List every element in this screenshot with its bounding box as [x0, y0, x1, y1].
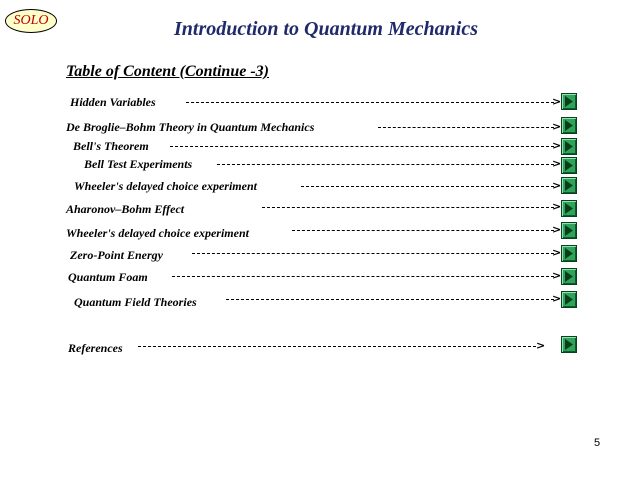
play-triangle-icon[interactable] [561, 138, 577, 155]
toc-item-de-broglie-bohm[interactable]: De Broglie–Bohm Theory in Quantum Mechanics [66, 120, 315, 134]
toc-leader [226, 299, 554, 301]
play-triangle-icon[interactable] [561, 245, 577, 262]
toc-item-hidden-variables[interactable]: Hidden Variables [70, 95, 156, 109]
toc-item-zero-point-energy[interactable]: Zero-Point Energy [70, 248, 163, 262]
play-triangle-icon[interactable] [561, 117, 577, 134]
play-triangle-icon[interactable] [561, 268, 577, 285]
toc-item-wheelers-delayed-choice-2[interactable]: Wheeler's delayed choice experiment [66, 226, 249, 240]
toc-leader [192, 253, 554, 255]
solo-logo: SOLO [5, 9, 57, 33]
toc-leader [170, 146, 554, 148]
play-triangle-icon[interactable] [561, 200, 577, 217]
play-triangle-icon[interactable] [561, 177, 577, 194]
toc-item-references[interactable]: References [68, 341, 123, 355]
toc-leader [262, 207, 554, 209]
toc-heading: Table of Content (Continue -3) [66, 63, 269, 80]
arrow-right-icon: > [552, 95, 562, 108]
arrow-right-icon: > [552, 223, 562, 236]
arrow-right-icon: > [536, 339, 546, 352]
play-triangle-icon[interactable] [561, 291, 577, 308]
arrow-right-icon: > [552, 246, 562, 259]
toc-item-aharonov-bohm[interactable]: Aharonov–Bohm Effect [66, 202, 185, 216]
toc-leader [138, 346, 536, 348]
page-title: Introduction to Quantum Mechanics [174, 18, 478, 40]
arrow-right-icon: > [552, 139, 562, 152]
play-triangle-icon[interactable] [561, 157, 577, 174]
toc-item-quantum-foam[interactable]: Quantum Foam [68, 270, 148, 284]
toc-leader [378, 127, 554, 129]
toc-item-quantum-field-theories[interactable]: Quantum Field Theories [74, 295, 197, 309]
toc-leader [217, 164, 554, 166]
toc-item-bells-theorem[interactable]: Bell's Theorem [73, 139, 149, 153]
toc-item-bell-test-experiments[interactable]: Bell Test Experiments [84, 157, 193, 171]
arrow-right-icon: > [552, 120, 562, 133]
arrow-right-icon: > [552, 200, 562, 213]
toc-item-wheelers-delayed-choice-1[interactable]: Wheeler's delayed choice experiment [74, 179, 257, 193]
play-triangle-icon[interactable] [561, 222, 577, 239]
arrow-right-icon: > [552, 269, 562, 282]
arrow-right-icon: > [552, 292, 562, 305]
arrow-right-icon: > [552, 179, 562, 192]
arrow-right-icon: > [552, 157, 562, 170]
toc-leader [301, 186, 554, 188]
page-number: 5 [594, 437, 601, 449]
toc-leader [172, 276, 554, 278]
play-triangle-icon[interactable] [561, 93, 577, 110]
toc-leader [292, 230, 554, 232]
toc-leader [186, 102, 554, 104]
play-triangle-icon[interactable] [561, 336, 577, 353]
